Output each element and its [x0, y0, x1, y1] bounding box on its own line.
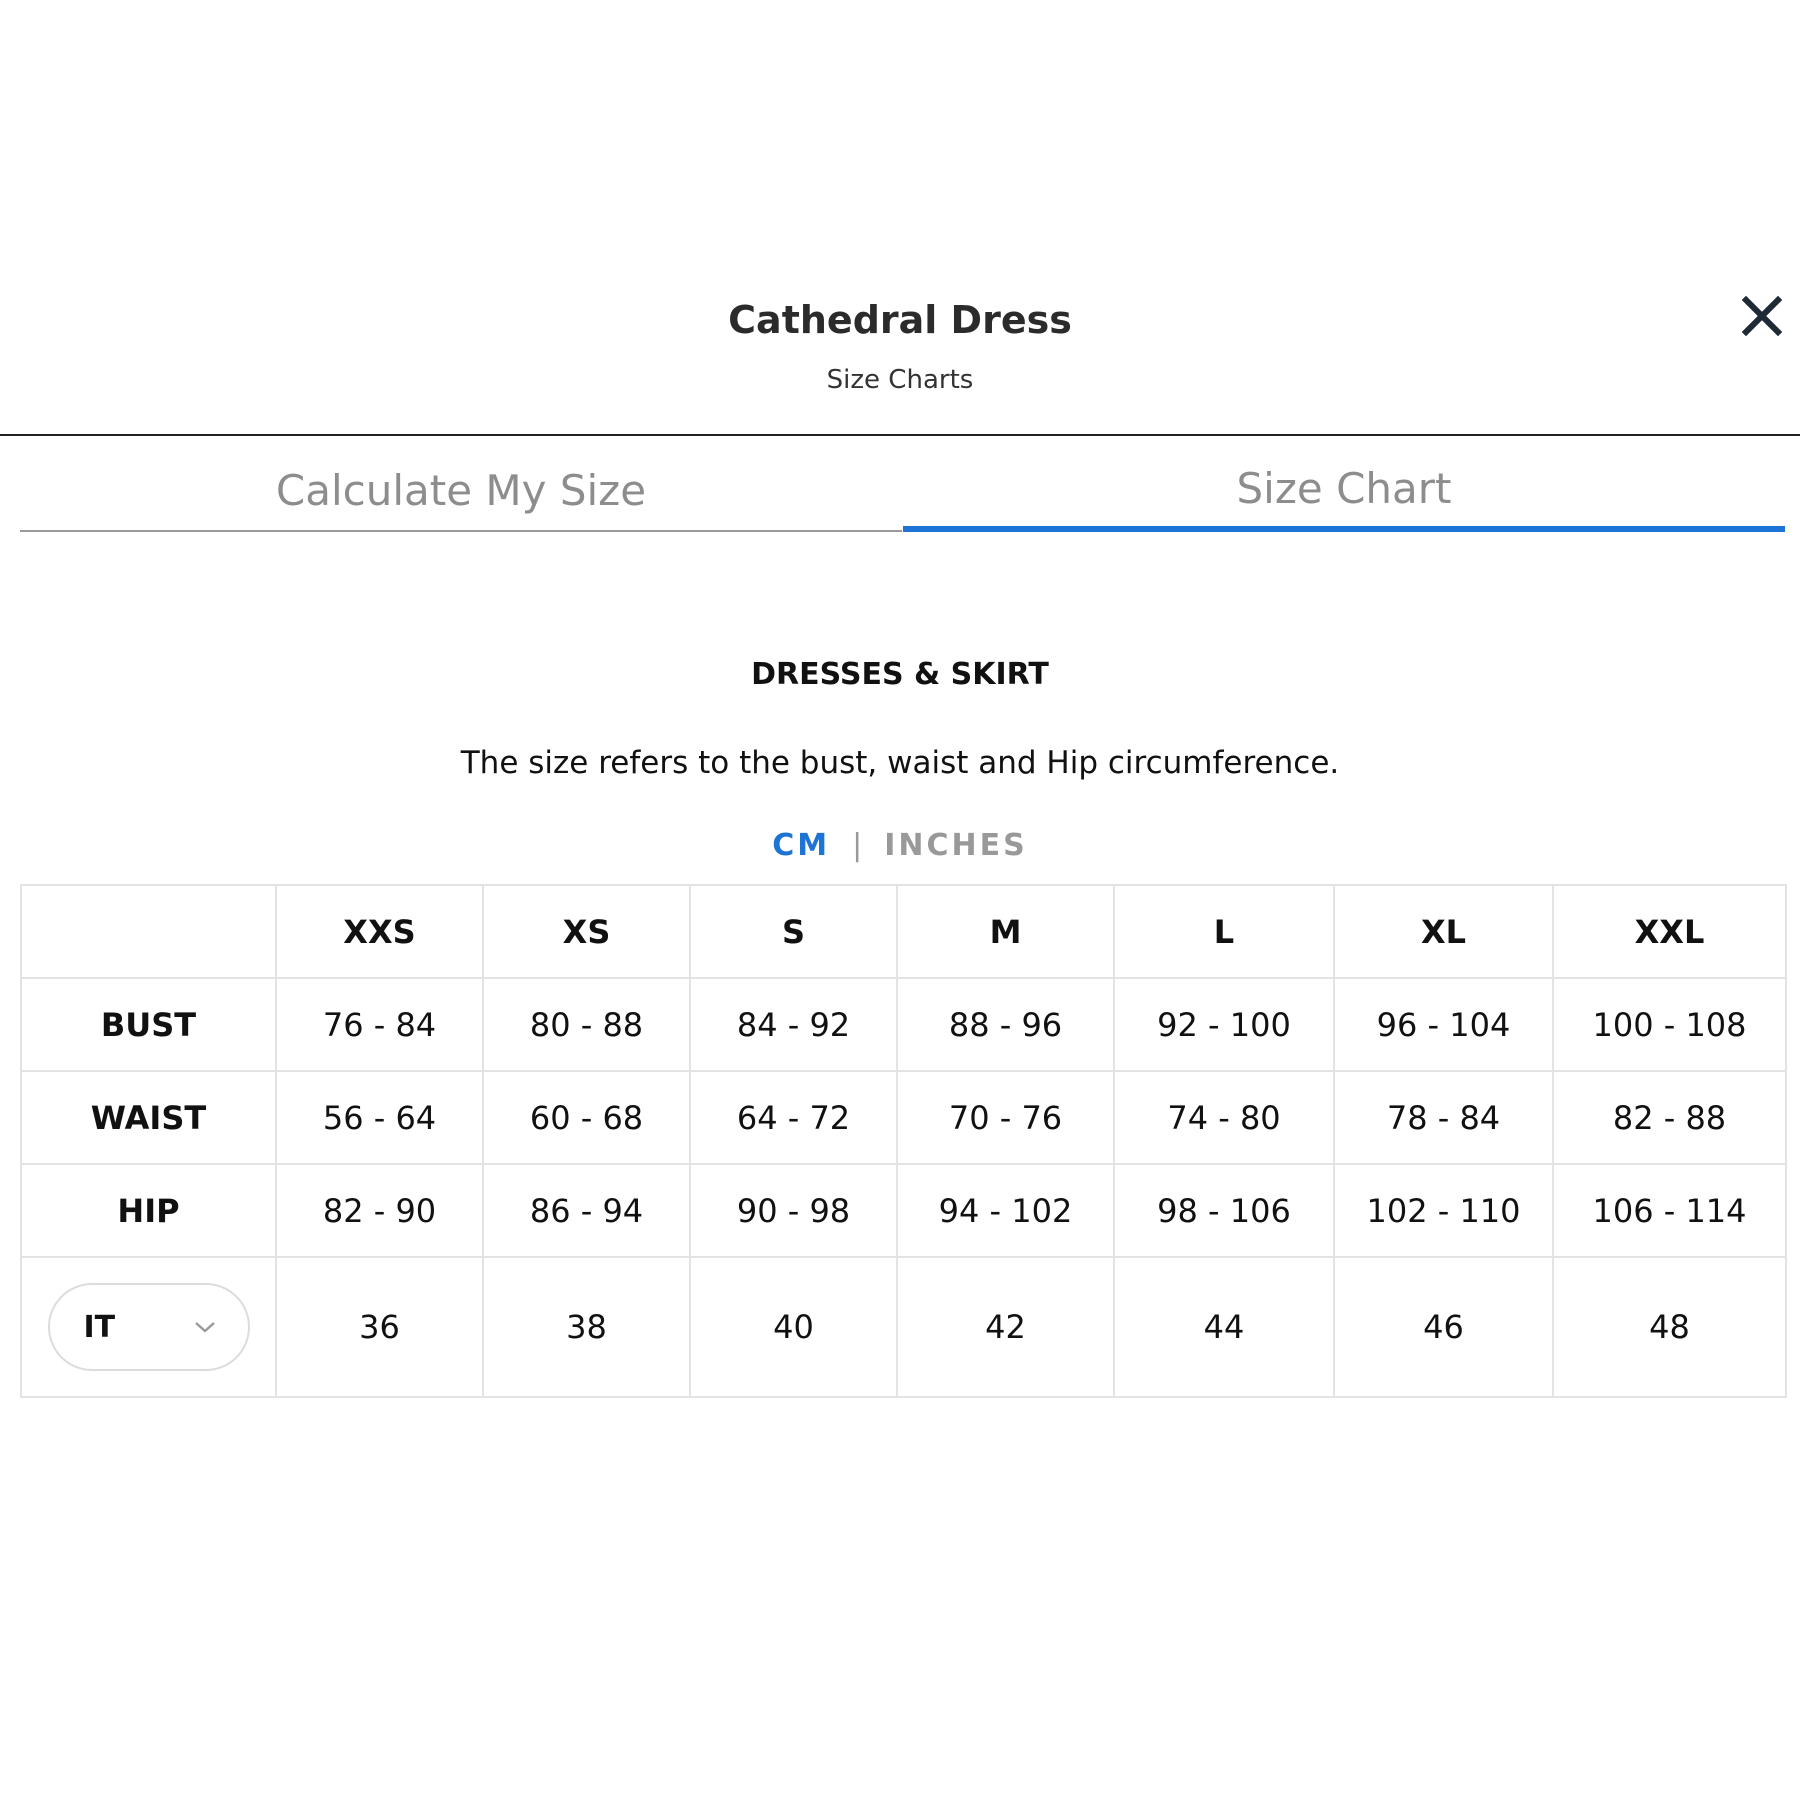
table-cell: 106 - 114: [1553, 1164, 1786, 1257]
section-description: The size refers to the bust, waist and Hip circumference.: [460, 745, 1340, 781]
table-cell: 70 - 76: [897, 1071, 1114, 1164]
table-row-bust: [21, 978, 1786, 1071]
table-cell: 100 - 108: [1553, 978, 1786, 1071]
table-cell: 46: [1334, 1257, 1553, 1397]
table-cell: 82 - 88: [1553, 1071, 1786, 1164]
size-header-cell: L: [1114, 885, 1334, 978]
table-cell: 82 - 90: [276, 1164, 483, 1257]
row-label: HIP: [21, 1164, 276, 1257]
table-cell: 84 - 92: [690, 978, 897, 1071]
tab-size-chart[interactable]: Size Chart: [903, 450, 1785, 532]
table-cell: 76 - 84: [276, 978, 483, 1071]
table-cell: 78 - 84: [1334, 1071, 1553, 1164]
unit-separator: |: [852, 828, 863, 863]
table-cell: 86 - 94: [483, 1164, 690, 1257]
table-row-hip: [21, 1164, 1786, 1257]
close-button[interactable]: [1738, 290, 1786, 342]
size-header-cell: XS: [483, 885, 690, 978]
size-header-cell: XXS: [276, 885, 483, 978]
header-divider: [0, 434, 1800, 436]
table-cell: 80 - 88: [483, 978, 690, 1071]
unit-cm-option[interactable]: CM: [772, 828, 831, 863]
table-cell: 98 - 106: [1114, 1164, 1334, 1257]
size-header-row: [21, 885, 1786, 978]
size-system-value: IT: [83, 1309, 116, 1345]
unit-inches-option[interactable]: INCHES: [884, 828, 1028, 863]
modal-title: Cathedral Dress: [728, 298, 1072, 342]
table-cell: 60 - 68: [483, 1071, 690, 1164]
table-cell: 90 - 98: [690, 1164, 897, 1257]
unit-toggle: [0, 826, 1800, 866]
table-cell: 36: [276, 1257, 483, 1397]
size-table: [20, 884, 1787, 1398]
table-cell: 64 - 72: [690, 1071, 897, 1164]
table-cell: 96 - 104: [1334, 978, 1553, 1071]
size-system-cell: [21, 1257, 276, 1397]
corner-cell: [21, 885, 276, 978]
table-cell: 48: [1553, 1257, 1786, 1397]
size-header-cell: S: [690, 885, 897, 978]
row-label: BUST: [21, 978, 276, 1071]
row-label: WAIST: [21, 1071, 276, 1164]
section-title: DRESSES & SKIRT: [751, 657, 1049, 692]
size-header-cell: XL: [1334, 885, 1553, 978]
table-cell: 92 - 100: [1114, 978, 1334, 1071]
table-cell: 40: [690, 1257, 897, 1397]
table-cell: 88 - 96: [897, 978, 1114, 1071]
table-cell: 42: [897, 1257, 1114, 1397]
table-cell: 94 - 102: [897, 1164, 1114, 1257]
table-cell: 74 - 80: [1114, 1071, 1334, 1164]
table-cell: 56 - 64: [276, 1071, 483, 1164]
modal-subtitle: Size Charts: [826, 365, 974, 395]
chevron-down-icon: [192, 1319, 218, 1335]
tab-calculate-my-size[interactable]: Calculate My Size: [20, 450, 902, 532]
close-icon: [1742, 296, 1782, 336]
size-header-cell: M: [897, 885, 1114, 978]
tab-bar: [20, 450, 1785, 532]
table-cell: 44: [1114, 1257, 1334, 1397]
table-row-waist: [21, 1071, 1786, 1164]
size-header-cell: XXL: [1553, 885, 1786, 978]
table-cell: 102 - 110: [1334, 1164, 1553, 1257]
table-row-size-system: [21, 1257, 1786, 1397]
size-system-select[interactable]: [48, 1283, 250, 1371]
table-cell: 38: [483, 1257, 690, 1397]
